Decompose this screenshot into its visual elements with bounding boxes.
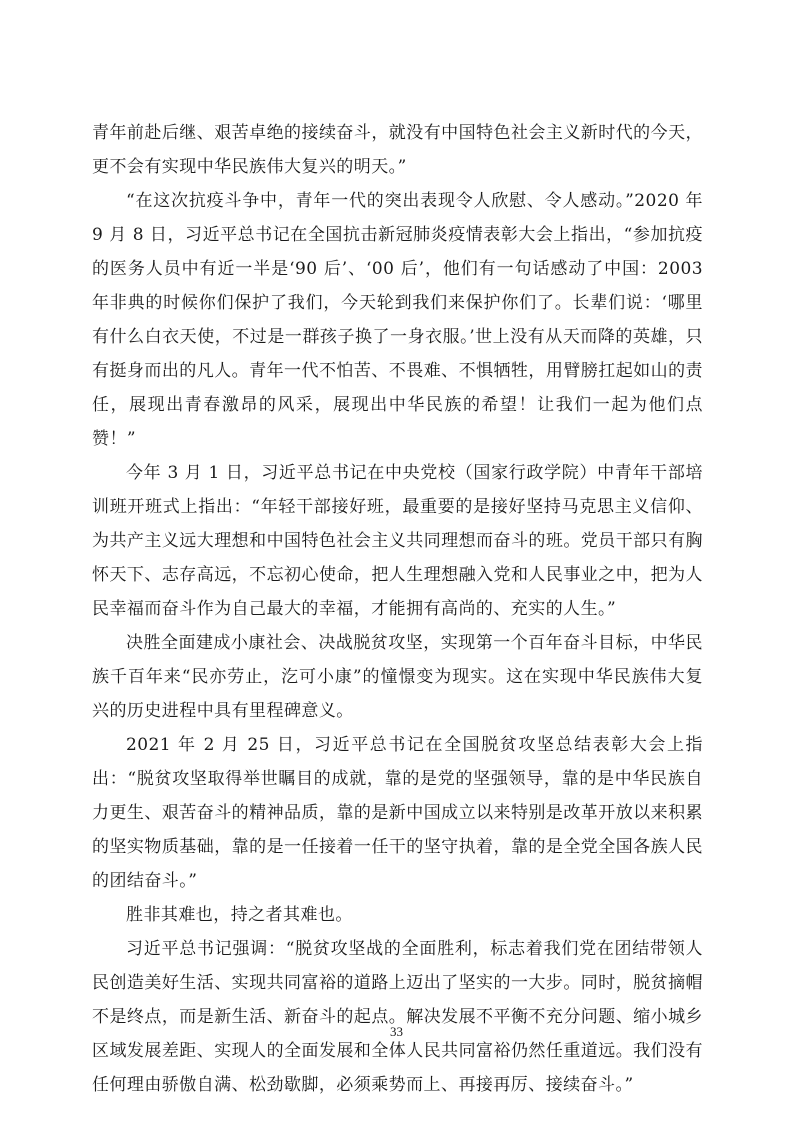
paragraph-party-school: 今年 3 月 1 日，习近平总书记在中央党校（国家行政学院）中青年干部培训班开班式上指出：“年轻干部接好班，最重要的是接好坚持马克思主义信仰、为共产主义远大理想和中国特色社会主义共同理想而奋斗的班。党员干部只有胸怀天下、志存高远，不忘初心使命，把人生理想融入党和人民事业之中，把为人民幸福而奋斗作为自己最大的幸福，才能拥有高尚的、充实的人生。” bbox=[92, 463, 703, 619]
paragraph-poverty-alleviation: 2021 年 2 月 25 日，习近平总书记在全国脱贫攻坚总结表彰大会上指出：“脱贫攻坚取得举世瞩目的成就，靠的是党的坚强领导，靠的是中华民族自力更生、艰苦奋斗的精神品质，靠的是新中国成立以来特别是改革开放以来积累的坚实物质基础，靠的是一任接着一任干的坚守执着，靠的是全党全国各族人民的团结奋斗。” bbox=[92, 735, 703, 891]
paragraph-anti-epidemic: “在这次抗疫斗争中，青年一代的突出表现令人欣慰、令人感动。”2020 年 9 月 8 日，习近平总书记在全国抗击新冠肺炎疫情表彰大会上指出，“参加抗疫的医务人员中有近一半是‘90 后’、‘00 后’，他们有一句话感动了中国：2003 年非典的时候你们保护了我们，今天轮到我们来保护你们了。长辈们说：‘哪里有什么白衣天使，不过是一群孩子换了一身衣服。’世上没有从天而降的英雄，只有挺身而出的凡人。青年一代不怕苦、不畏难、不惧牺牲，用臂膀扛起如山的责任，展现出青春激昂的风采，展现出中华民族的希望！让我们一起为他们点赞！” bbox=[92, 191, 703, 449]
body-text bbox=[92, 116, 703, 1102]
page-number: 33 bbox=[390, 1024, 403, 1039]
paragraph-continuation: 青年前赴后继、艰苦卓绝的接续奋斗，就没有中国特色社会主义新时代的今天，更不会有实现中华民族伟大复兴的明天。” bbox=[92, 123, 703, 177]
paragraph-maxim: 胜非其难也，持之者其难也。 bbox=[126, 905, 353, 925]
paragraph-xiaokang: 决胜全面建成小康社会、决战脱贫攻坚，实现第一个百年奋斗目标，中华民族千百年来“民亦劳止，汔可小康”的憧憬变为现实。这在实现中华民族伟大复兴的历史进程中具有里程碑意义。 bbox=[92, 633, 703, 721]
paragraph-emphasis: 习近平总书记强调：“脱贫攻坚战的全面胜利，标志着我们党在团结带领人民创造美好生活、实现共同富裕的道路上迈出了坚实的一大步。同时，脱贫摘帽不是终点，而是新生活、新奋斗的起点。解决发展不平衡不充分问题、缩小城乡区域发展差距、实现人的全面发展和全体人民共同富裕仍然任重道远。我们没有任何理由骄傲自满、松劲歇脚，必须乘势而上、再接再厉、接续奋斗。” bbox=[92, 939, 703, 1095]
